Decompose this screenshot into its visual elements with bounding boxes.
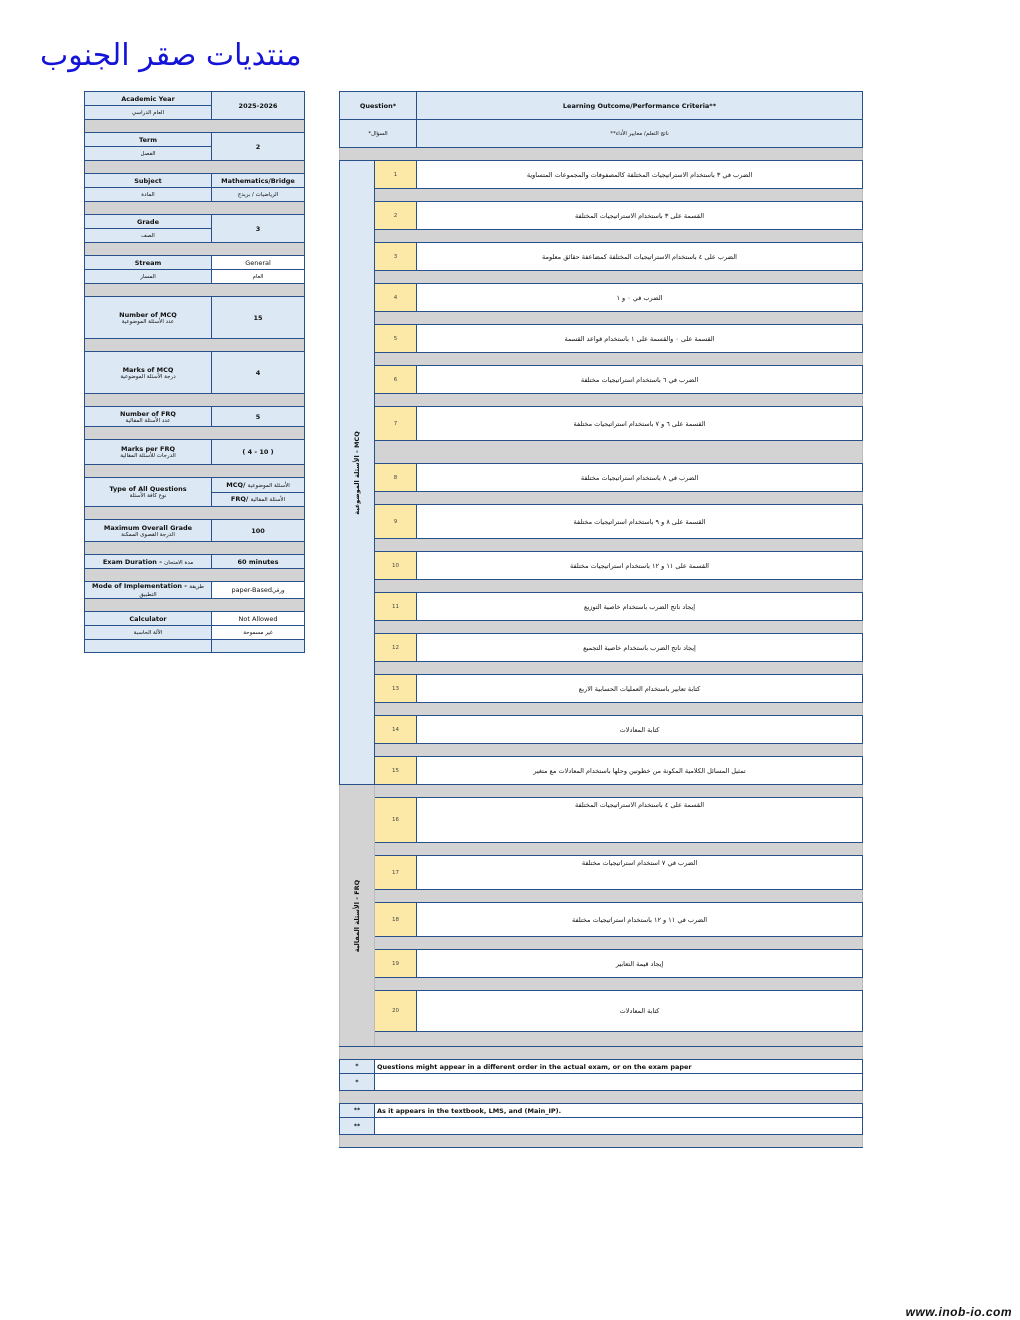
question-number: 19 [375,950,417,978]
calculator-value: Not Allowed [212,612,305,626]
learning-outcome: القسمة على ٤ باستخدام الاستراتيجيات المختلفة [417,798,863,843]
frq-marks-label [85,440,212,465]
term-label: Term [85,133,212,147]
question-number: 10 [375,552,417,580]
term-label-ar: الفصل [85,147,212,161]
question-type-label-ar: نوع كافة الأسئلة [129,493,167,499]
mcq-count-label [85,297,212,339]
table-row [340,161,863,189]
mode-label-en: Mode of Implementation - [92,582,188,590]
mcq-marks-label-ar: درجة الأسئلة الموضوعية [120,373,176,380]
exam-info-panel [84,91,305,653]
question-header: Question* [340,92,417,120]
question-number: 17 [375,856,417,890]
max-grade-label [85,520,212,542]
mode-value-ar: ورقي [272,588,285,594]
learning-outcome: الضرب في ٧ استخدام استراتيجيات مختلفة [417,856,863,890]
table-row [340,593,863,621]
table-row [340,407,863,441]
learning-outcome: كتابة المعادلات [417,991,863,1032]
frq-marks-label-ar: الدرجات للأسئلة المقالية [120,453,176,459]
grade-value: 3 [212,215,305,243]
learning-outcome: القسمة على ٣ باستخدام الاستراتيجيات المختلفة [417,202,863,230]
mode-label [85,582,212,599]
question-number: 14 [375,716,417,744]
question-number: 8 [375,464,417,492]
table-row [340,903,863,937]
grade-label-ar: الصف [85,229,212,243]
stream-value-ar: العام [212,270,305,284]
stream-row [85,256,305,270]
question-number: 1 [375,161,417,189]
frq-marks-label-en: Marks per FRQ [120,445,175,453]
learning-outcomes-table [339,91,862,1148]
question-number: 11 [375,593,417,621]
note-marker: * [340,1074,375,1091]
duration-label-ar: مدة الامتحان [164,559,194,566]
mcq-marks-row [85,352,305,394]
question-number: 18 [375,903,417,937]
question-number: 15 [375,757,417,785]
table-row [340,243,863,271]
frq-marks-row [85,440,305,465]
academic-year-label-ar: العام الدراسي [85,106,212,120]
question-type-mcq-ar: الأسئلة الموضوعية [247,482,290,489]
question-number: 4 [375,284,417,312]
question-type-mcq [212,478,305,493]
subject-label: Subject [85,174,212,188]
calculator-row [85,612,305,626]
learning-outcome: القسمة على ٠ والقسمة على ١ باستخدام قواعد القسمة [417,325,863,353]
table-row [340,716,863,744]
table-row [340,552,863,580]
grade-row [85,215,305,229]
table-row [340,505,863,539]
frq-section-label: FRQ - الأسئلة المقالية [340,785,375,1047]
learning-outcome: الضرب في ١١ و ١٢ باستخدام استراتيجيات مختلفة [417,903,863,937]
frq-count-label [85,407,212,427]
duration-label [85,555,212,569]
term-value: 2 [212,133,305,161]
max-grade-label-en: Maximum Overall Grade [103,523,193,532]
learning-outcome: القسمة على ٦ و ٧ باستخدام استراتيجيات مختلفة [417,407,863,441]
table-row [340,634,863,662]
table-row [340,856,863,890]
question-number: 7 [375,407,417,441]
note-marker: * [340,1060,375,1074]
table-row [340,757,863,785]
calculator-label-ar: الآلة الحاسبة [85,626,212,640]
question-number: 6 [375,366,417,394]
learning-outcome: إيجاد ناتج الضرب باستخدام خاصية التجميع [417,634,863,662]
learning-outcome: كتابة المعادلات [417,716,863,744]
mcq-marks-label-en: Marks of MCQ [122,365,174,374]
max-grade-label-ar: الدرجة القصوى الممكنة [121,531,175,538]
learning-outcome: الضرب في ٨ باستخدام استراتيجيات مختلفة [417,464,863,492]
mcq-count-value: 15 [212,297,305,339]
learning-outcome: الضرب في ٦ باستخدام استراتيجيات مختلفة [417,366,863,394]
subject-value-ar: الرياضيات / بريدج [212,188,305,202]
table-row [340,366,863,394]
learning-outcome: الضرب في ٠ و ١ [417,284,863,312]
learning-outcome: تمثيل المسائل الكلامية المكونة من خطوتين وحلها باستخدام المعادلات مع متغير [417,757,863,785]
calculator-label: Calculator [85,612,212,626]
academic-year-value: 2025-2026 [212,92,305,120]
question-number: 3 [375,243,417,271]
table-row [340,325,863,353]
table-row [340,991,863,1032]
learning-outcome: إيجاد قيمة التعابير [417,950,863,978]
mcq-count-label-ar: عدد الأسئلة الموضوعية [121,318,175,325]
frq-count-value: 5 [212,407,305,427]
note-blank [375,1074,863,1091]
mode-label-ar: طريقة التطبيق [139,584,204,598]
mcq-count-label-en: Number of MCQ [119,310,177,319]
max-grade-row [85,520,305,542]
forum-watermark: منتديات صقر الجنوب [40,38,302,73]
learning-outcome: الضرب على ٤ باستخدام الاستراتيجيات المختلفة كمضاعفة حقائق معلومة [417,243,863,271]
question-number: 20 [375,991,417,1032]
academic-year-label: Academic Year [85,92,212,106]
learning-outcome: القسمة على ٨ و ٩ باستخدام استراتيجيات مختلفة [417,505,863,539]
table-row [340,798,863,843]
question-type-label-en: Type of All Questions [109,485,187,493]
question-type-row [85,478,305,493]
question-type-frq [212,492,305,507]
learning-outcome: إيجاد ناتج الضرب باستخدام خاصية التوزيع [417,593,863,621]
frq-count-row [85,407,305,427]
term-row [85,133,305,147]
subject-value: Mathematics/Bridge [212,174,305,188]
stream-label-ar: المسار [85,270,212,284]
duration-row [85,555,305,569]
question-type-frq-ar: الأسئلة المقالية [250,497,286,504]
mode-value [212,582,305,599]
learning-outcome: كتابة تعابير باستخدام العمليات الحسابية الاربع [417,675,863,703]
question-number: 16 [375,798,417,843]
table-row [340,202,863,230]
max-grade-value: 100 [212,520,305,542]
note-source: As it appears in the textbook, LMS, and (Main_IP). [375,1104,863,1118]
outcome-header: Learning Outcome/Performance Criteria** [417,92,863,120]
question-type-mcq-en: MCQ/ [226,480,246,489]
stream-label: Stream [85,256,212,270]
question-number: 2 [375,202,417,230]
mcq-section-label: MCQ - الأسئلة الموضوعية [340,161,375,785]
mcq-marks-label [85,352,212,394]
question-type-label [85,478,212,507]
question-number: 5 [375,325,417,353]
mcq-count-row [85,297,305,339]
mcq-marks-value: 4 [212,352,305,394]
mode-row [85,582,305,599]
table-row [340,675,863,703]
question-number: 13 [375,675,417,703]
question-header-ar: السؤال* [340,120,417,148]
site-url: www.inob-io.com [905,1305,1012,1319]
outcome-header-ar: ناتج التعلم/ معايير الأداء** [417,120,863,148]
note-marker: ** [340,1118,375,1135]
learning-outcome: القسمة على ١١ و ١٢ باستخدام استراتيجيات مختلفة [417,552,863,580]
subject-row [85,174,305,188]
calculator-value-ar: غير مسموحة [212,626,305,640]
note-order: Questions might appear in a different order in the actual exam, or on the exam paper [375,1060,863,1074]
learning-outcome: الضرب في ٣ باستخدام الاستراتيجيات المختلفة كالمصفوفات والمجموعات المتساوية [417,161,863,189]
question-number: 12 [375,634,417,662]
subject-label-ar: المادة [85,188,212,202]
question-number: 9 [375,505,417,539]
question-type-frq-en: FRQ/ [230,495,249,504]
mode-value-en: paper-Based [231,586,273,594]
table-row [340,464,863,492]
duration-value: 60 minutes [212,555,305,569]
note-marker: ** [340,1104,375,1118]
note-blank [375,1118,863,1135]
academic-year-row [85,92,305,106]
frq-marks-value: ( 4 - 10 ) [212,440,305,465]
stream-value: General [212,256,305,270]
grade-label: Grade [85,215,212,229]
table-row [340,284,863,312]
duration-label-en: Exam Duration - [102,557,162,566]
frq-count-label-ar: عدد الأسئلة المقالية [125,417,171,424]
frq-count-label-en: Number of FRQ [120,409,176,418]
table-row [340,950,863,978]
